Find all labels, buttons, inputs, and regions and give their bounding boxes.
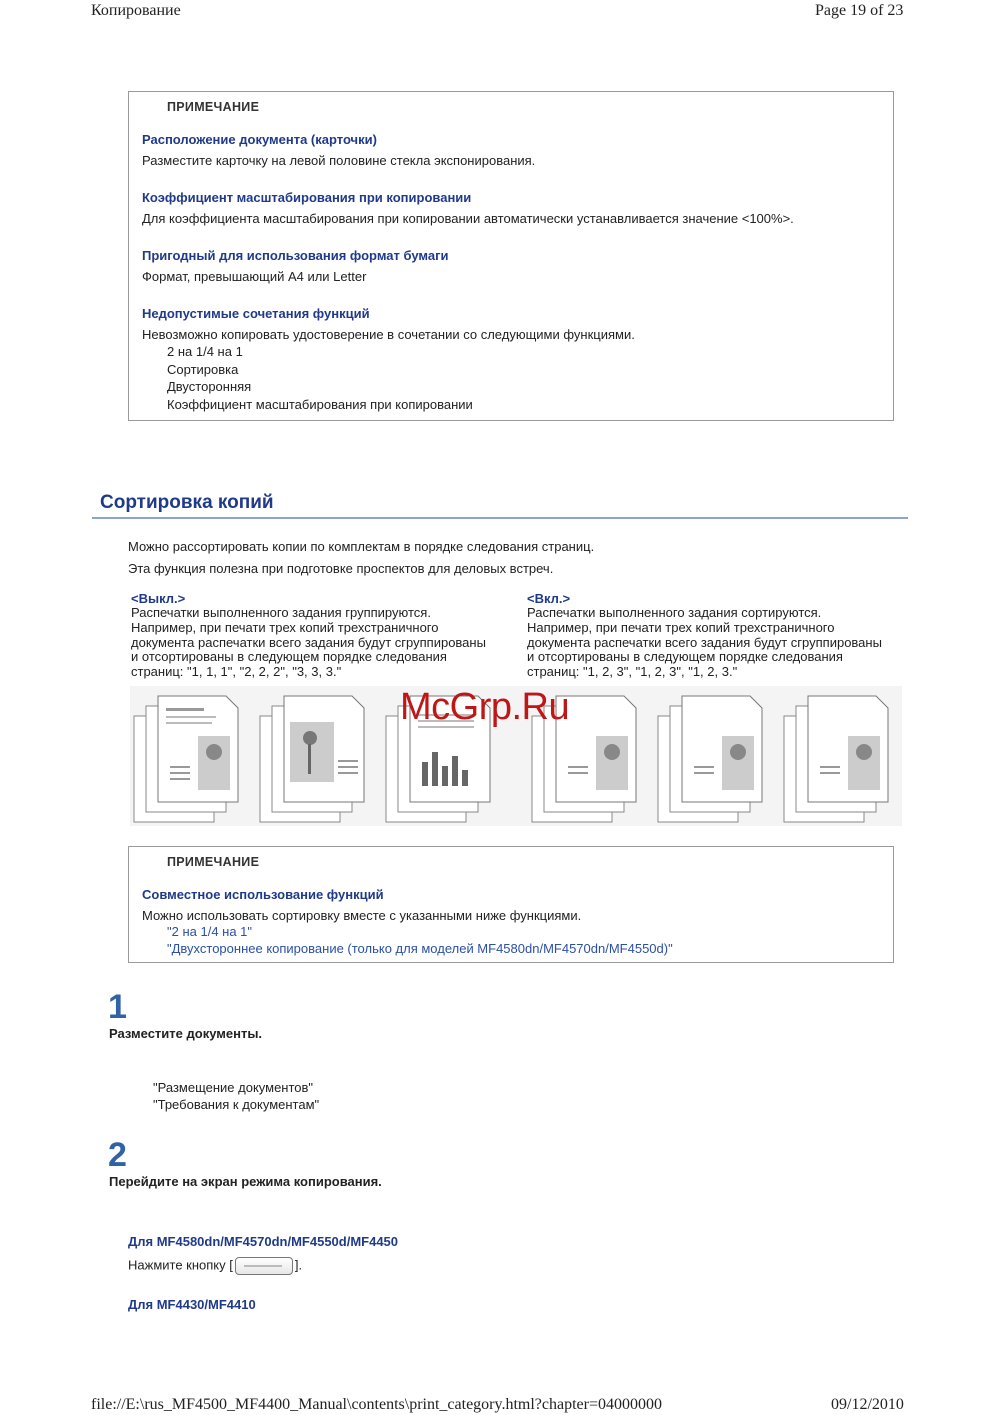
on-description bbox=[527, 606, 907, 680]
header-title: Копирование bbox=[91, 2, 181, 19]
off-label: <Выкл.> bbox=[131, 591, 186, 606]
section-divider bbox=[92, 517, 908, 519]
link-2on1[interactable]: "2 на 1/4 на 1" bbox=[167, 924, 253, 939]
list-item: Сортировка bbox=[167, 362, 239, 377]
on-line: документа распечатки всего задания будут сгруппированы bbox=[527, 634, 882, 650]
off-line: страниц: "1, 1, 1", "2, 2, 2", "3, 3, 3." bbox=[131, 664, 342, 680]
off-line: Распечатки выполненного задания группируются. bbox=[131, 605, 431, 620]
note-heading-paper: Пригодный для использования формат бумаги bbox=[142, 248, 449, 263]
list-item: Коэффициент масштабирования при копировании bbox=[167, 397, 473, 412]
note-text-paper: Формат, превышающий A4 или Letter bbox=[142, 269, 367, 284]
step-number-2: 2 bbox=[108, 1136, 127, 1174]
models-b-title: Для MF4430/MF4410 bbox=[128, 1297, 256, 1312]
on-line: Распечатки выполненного задания сортируются. bbox=[527, 605, 822, 620]
on-line: страниц: "1, 2, 3", "1, 2, 3", "1, 2, 3." bbox=[527, 664, 738, 680]
intro-line: Можно рассортировать копии по комплектам в порядке следования страниц. bbox=[128, 539, 595, 554]
on-label: <Вкл.> bbox=[527, 591, 571, 606]
list-item: 2 на 1/4 на 1 bbox=[167, 344, 243, 359]
on-line: и отсортированы в следующем порядке следования bbox=[527, 649, 843, 665]
footer-path: file://E:\rus_MF4500_MF4400_Manual\contents\print_category.html?chapter=04000000 bbox=[91, 1396, 663, 1413]
stack-on-2 bbox=[658, 696, 762, 822]
note-title: ПРИМЕЧАНИЕ bbox=[167, 100, 260, 114]
step-number-1: 1 bbox=[108, 988, 127, 1026]
note-title: ПРИМЕЧАНИЕ bbox=[167, 855, 260, 869]
note-text-placement: Разместите карточку на левой половине стекла экспонирования. bbox=[142, 153, 536, 168]
intro-line: Эта функция полезна при подготовке проспектов для деловых встреч. bbox=[128, 561, 554, 576]
note-box-2 bbox=[128, 846, 894, 963]
note-text-combined: Можно использовать сортировку вместе с указанными ниже функциями. bbox=[142, 908, 582, 923]
off-description bbox=[131, 606, 511, 680]
note-heading-combinations: Недопустимые сочетания функций bbox=[142, 306, 370, 321]
link-placing-documents[interactable]: "Размещение документов" bbox=[153, 1080, 314, 1095]
note-text-zoom: Для коэффициента масштабирования при копировании автоматически устанавливается значение <100%>. bbox=[142, 211, 794, 226]
note-text-combinations: Невозможно копировать удостоверение в сочетании со следующими функциями. bbox=[142, 327, 635, 342]
instruction-text: ]. bbox=[294, 1257, 303, 1273]
off-line: Например, при печати трех копий трехстраничного bbox=[131, 619, 439, 635]
off-line: документа распечатки всего задания будут сгруппированы bbox=[131, 634, 486, 650]
stack-off-2 bbox=[260, 696, 364, 822]
off-line: и отсортированы в следующем порядке следования bbox=[131, 649, 447, 665]
link-duplex[interactable]: "Двухстороннее копирование (только для моделей MF4580dn/MF4570dn/MF4550d)" bbox=[167, 941, 673, 956]
note-heading-placement: Расположение документа (карточки) bbox=[142, 132, 377, 147]
list-item: Двусторонняя bbox=[167, 379, 252, 394]
page-counter: Page 19 of 23 bbox=[815, 2, 904, 19]
copy-key-button[interactable] bbox=[235, 1257, 293, 1275]
note-heading-zoom: Коэффициент масштабирования при копировании bbox=[142, 190, 472, 205]
link-document-requirements[interactable]: "Требования к документам" bbox=[153, 1097, 320, 1112]
stack-on-3 bbox=[784, 696, 888, 822]
note-heading-combined: Совместное использование функций bbox=[142, 887, 384, 902]
step-text-1: Разместите документы. bbox=[109, 1026, 263, 1041]
step-text-2: Перейдите на экран режима копирования. bbox=[109, 1174, 382, 1189]
instruction-text: Нажмите кнопку [ bbox=[128, 1257, 233, 1273]
watermark-logo: McGrp.Ru bbox=[400, 686, 570, 728]
models-a-instruction bbox=[128, 1257, 302, 1275]
footer-date: 09/12/2010 bbox=[831, 1396, 904, 1413]
stack-off-1 bbox=[134, 696, 238, 822]
note-box-1 bbox=[128, 91, 894, 421]
section-title: Сортировка копий bbox=[100, 492, 274, 513]
models-a-title: Для MF4580dn/MF4570dn/MF4550d/MF4450 bbox=[128, 1234, 399, 1249]
on-line: Например, при печати трех копий трехстраничного bbox=[527, 619, 835, 635]
